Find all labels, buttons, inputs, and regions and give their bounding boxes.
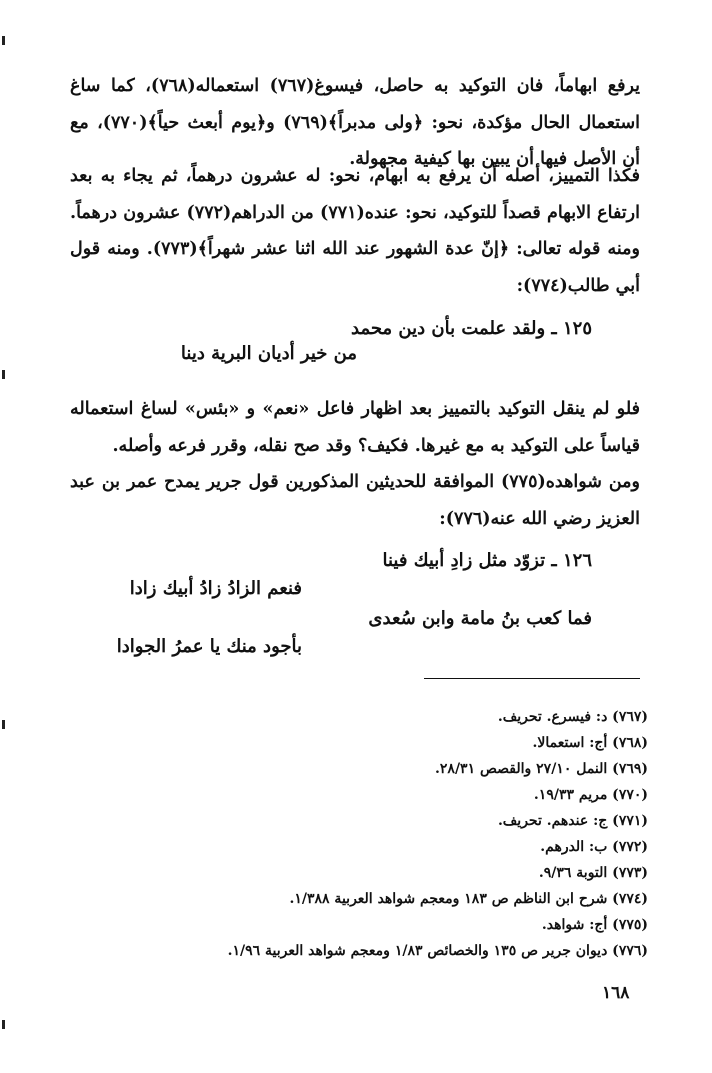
- verse-125-line-1: ١٢٥ ـ ولقد علمت بأن دين محمد: [351, 318, 592, 339]
- footnote-separator: [424, 678, 640, 679]
- footnotes: [128, 704, 648, 964]
- footnote-770: (٧٧٠) مريم ١٩/٣٣.: [533, 787, 648, 803]
- verse-126-line-1: ١٢٦ ـ تزوّد مثل زادِ أبيك فينا: [382, 550, 592, 571]
- paragraph-4-text: ومن شواهده(٧٧٥) الموافقة للحديثين المذكورين قول جرير يمدح عمر بن عبد العزيز رضي الله عنه(٧٧٦):: [70, 472, 640, 529]
- scan-mark: [2, 36, 5, 45]
- scan-mark: [2, 720, 5, 729]
- footnote-767: (٧٦٧) د: فيسرع. تحريف.: [497, 709, 648, 725]
- footnote-772: (٧٧٢) ب: الدرهم.: [540, 839, 648, 855]
- footnote-775: (٧٧٥) أج: شواهد.: [541, 917, 648, 933]
- footnote-776: (٧٧٦) ديوان جرير ص ١٣٥ والخصائص ١/٨٣ ومعجم شواهد العربية ١/٩٦.: [227, 943, 648, 959]
- scan-mark: [2, 370, 5, 379]
- scan-mark: [2, 1020, 5, 1029]
- footnote-768: (٧٦٨) أج: استعمالا.: [532, 735, 648, 751]
- verse-126-line-3: فما كعب بنُ مامة وابن سُعدى: [368, 608, 592, 629]
- footnote-769: (٧٦٩) النمل ٢٧/١٠ والقصص ٢٨/٣١.: [435, 761, 648, 777]
- footnote-771: (٧٧١) ج: عندهم. تحريف.: [497, 813, 648, 829]
- verse-126-line-4: بأجود منك يا عمرُ الجوادا: [116, 636, 302, 657]
- paragraph-1: يرفع ابهاماً، فان التوكيد به حاصل، فيسوغ(٧٦٧) استعماله(٧٦٨)، كما ساغ استعمال الحال مؤكدة، نحو: ﴿ولى مدبراً﴾(٧٦٩) و﴿يوم أبعث حياً﴾(٧٧٠)، مع أن الأصل فيها أن يبين بها كيفية مجهولة.: [70, 76, 640, 169]
- paragraph-3-text: فلو لم ينقل التوكيد بالتمييز بعد اظهار فاعل «نعم» و «بئس» لساغ استعماله قياساً على التوكيد به مع غيرها. فكيف؟ وقد صح نقله، وقرر فرعه وأصله.: [70, 399, 640, 456]
- paragraph-3: [70, 391, 640, 537]
- footnote-774: (٧٧٤) شرح ابن الناظم ص ١٨٣ ومعجم شواهد العربية ١/٣٨٨.: [289, 891, 648, 907]
- verse-125-line-2: من خير أديان البرية دينا: [180, 343, 357, 364]
- footnote-773: (٧٧٣) التوبة ٩/٣٦.: [538, 865, 648, 881]
- paragraph-2: فكذا التمييز، أصله أن يرفع به ابهام، نحو: له عشرون درهماً، ثم يجاء به بعد ارتفاع الابهام قصداً للتوكيد، نحو: عنده(٧٧١) من الدراهم(٧٧٢) عشرون درهماً. ومنه قوله تعالى: ﴿إنّ عدة الشهور عند الله اثنا عشر شهراً﴾(٧٧٣). ومنه قول أبي طالب(٧٧٤):: [70, 166, 640, 296]
- page-number: ١٦٨: [602, 983, 630, 1003]
- verse-126-line-2: فنعم الزادُ زادُ أبيك زادا: [129, 578, 302, 599]
